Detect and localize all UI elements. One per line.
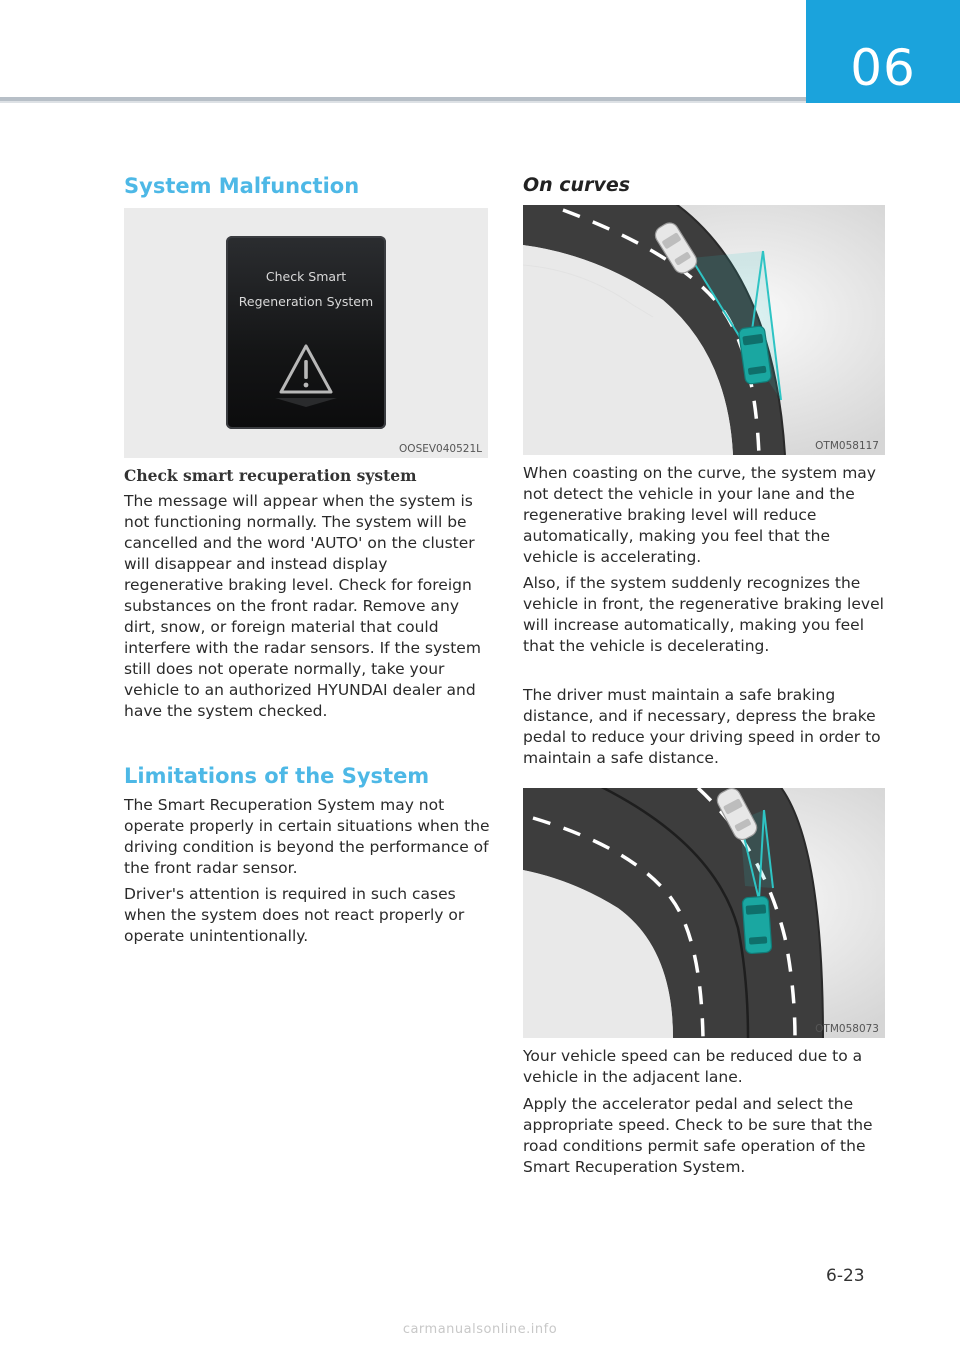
paragraph-adjacent-2: Apply the accelerator pedal and select the appropriate speed. Check to be sure that the road conditions permit safe operation of the Smart Recuperation System.: [523, 1095, 873, 1176]
subheading-check: Check smart recuperation system: [124, 466, 417, 485]
figure-cluster-message: [124, 208, 488, 458]
figure-code: OTM058117: [815, 440, 879, 452]
paragraph-malfunction: The message will appear when the system is not functioning normally. The system will be cancelled and the word 'AUTO' on the cluster will disappear and instead display regenerative braking level. Check for foreign substances on the front radar. Remove any dirt, snow, or foreign material that could interfere with the radar sensors. If the system still does not operate normally, take your vehicle to an authorized HYUNDAI dealer and have the system checked.: [124, 492, 481, 720]
figure-curve-1: [523, 205, 885, 455]
paragraph-curves-3: The driver must maintain a safe braking distance, and if necessary, depress the brake pedal to reduce your driving speed in order to maintain a safe distance.: [523, 686, 881, 767]
heading-on-curves: On curves: [523, 174, 631, 196]
watermark: carmanualsonline.info: [402, 1322, 558, 1337]
screen-line-1: Check Smart: [265, 269, 347, 284]
cluster-screen: [226, 236, 386, 429]
curve-road-illustration-1: [523, 205, 885, 455]
paragraph-curves-1: When coasting on the curve, the system may not detect the vehicle in your lane and the regenerative braking level will reduce automatically, making you feel that the vehicle is accelerating.: [523, 464, 876, 566]
figure-code: OOSEV040521L: [399, 443, 482, 455]
section-title-limitations: Limitations of the System: [124, 764, 430, 788]
header-rule: [0, 97, 806, 101]
paragraph-limitations-1: The Smart Recuperation System may not operate properly in certain situations when the driving condition is beyond the performance of the front radar sensor.: [124, 796, 490, 877]
figure-curve-2: [523, 788, 885, 1038]
paragraph-curves-2: Also, if the system suddenly recognizes the vehicle in front, the regenerative braking level will increase automatically, making you feel that the vehicle is decelerating.: [523, 574, 884, 655]
warning-triangle-icon: [278, 342, 334, 398]
section-title-malfunction: System Malfunction: [124, 174, 360, 198]
chapter-number: 06: [850, 39, 916, 97]
paragraph-limitations-2: Driver's attention is required in such cases when the system does not react properly or operate unintentionally.: [124, 885, 465, 945]
screen-line-2: Regeneration System: [238, 294, 374, 309]
paragraph-adjacent-1: Your vehicle speed can be reduced due to a vehicle in the adjacent lane.: [523, 1047, 863, 1086]
figure-code: OTM058073: [815, 1023, 879, 1035]
chapter-tab: [806, 0, 960, 103]
curve-road-illustration-2: [523, 788, 885, 1038]
icon-reflection: [271, 396, 341, 408]
page-number: 6-23: [826, 1266, 865, 1286]
